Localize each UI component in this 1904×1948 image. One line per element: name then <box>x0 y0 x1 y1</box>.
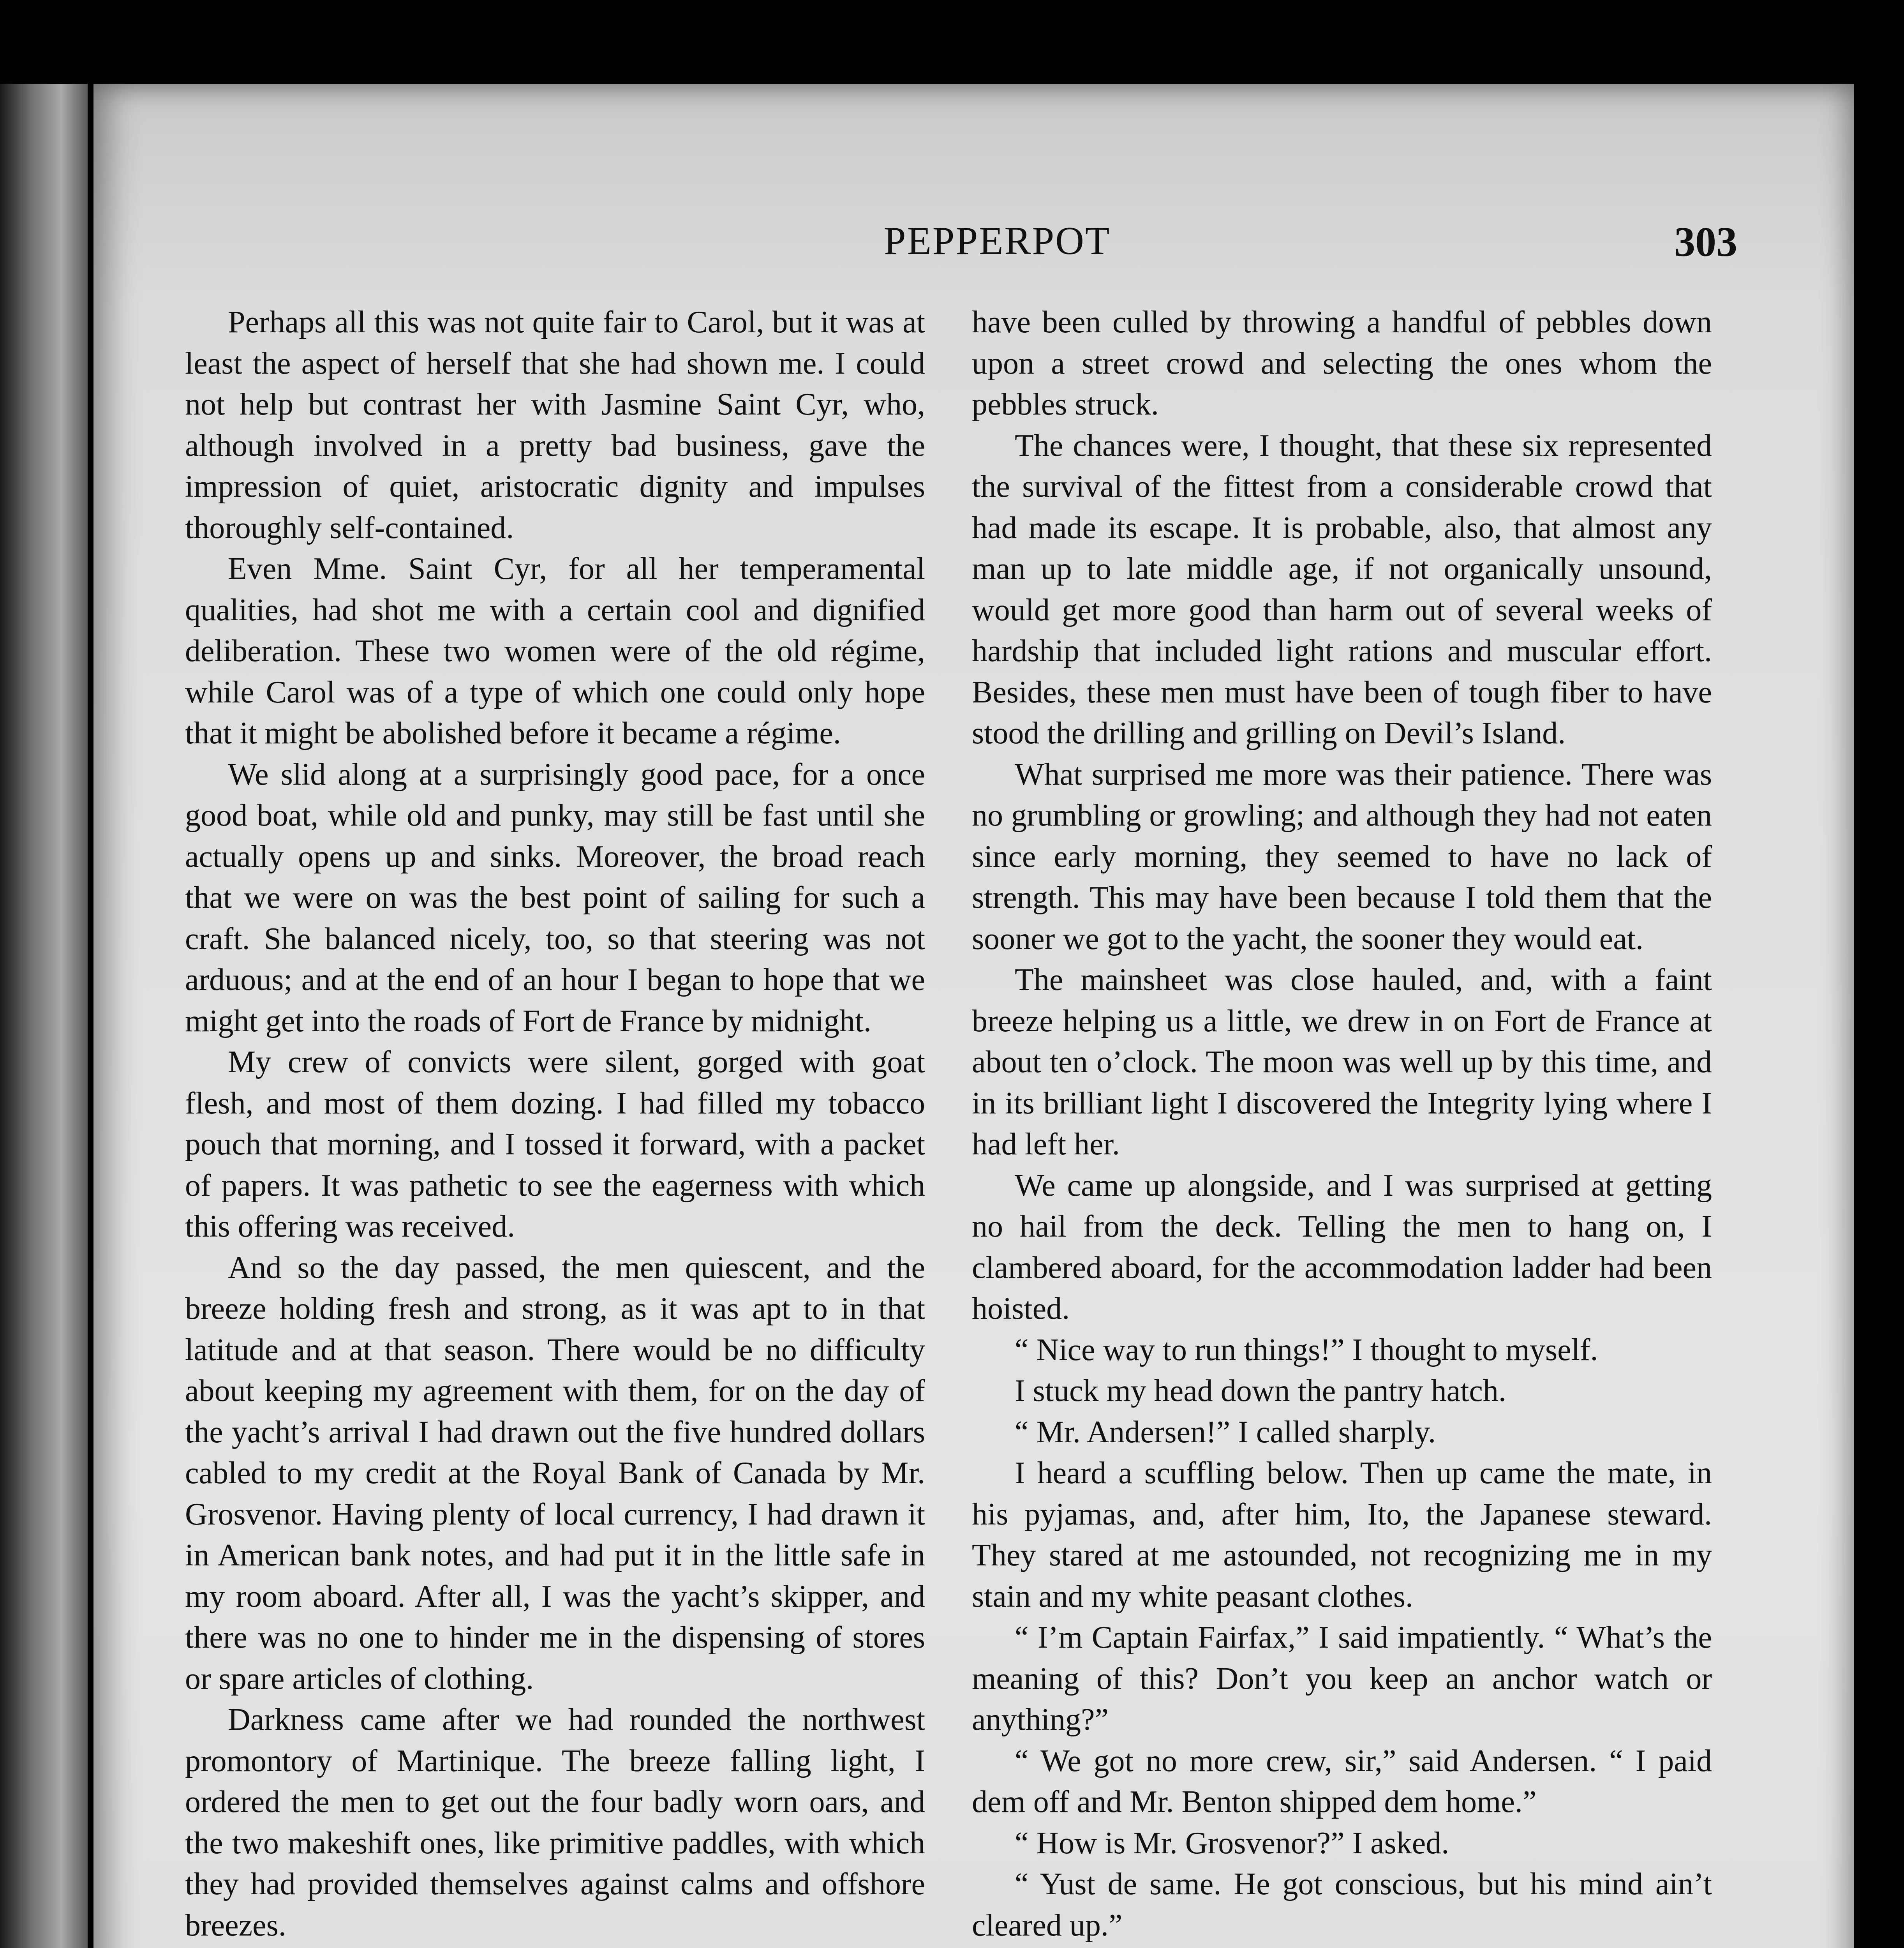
paragraph: I heard a scuffling below. Then up came the mate, in his pyjamas, and, after him, Ito, the Japanese steward. They stared at me astounded, not recognizing me in my stain and my white peasant clothes. <box>972 1456 1712 1614</box>
paragraph: Perhaps all this was not quite fair to Carol, but it was at least the aspect of herself that she had shown me. I could not help but contrast her with Jasmine Saint Cyr, who, although involved in a pretty bad business, gave the impression of quiet, aristocratic dignity and impulses thoroughly self-contained. <box>185 305 925 545</box>
paragraph: And so the day passed, the men quiescent, and the breeze holding fresh and strong, as it was apt to in that latitude and at that season. There would be no difficulty about keeping my agreement with them, for on the day of the yacht’s arrival I had drawn out the five hundred dollars cabled to my credit at the Royal Bank of Canada by Mr. Grosvenor. Having plenty of local currency, I had drawn it in American bank notes, and had put it in the little safe in my room aboard. After all, I was the yacht’s skipper, and there was no one to hinder me in the dispensing of stores or spare articles of clothing. <box>185 1250 925 1696</box>
paragraph: We slid along at a surprisingly good pace, for a once good boat, while old and punky, may still be fast until she actually opens up and sinks. Moreover, the broad reach that we were on was the best point of sailing for such a craft. She balanced nicely, too, so that steering was not arduous; and at the end of an hour I began to hope that we might get into the roads of Fort de France by midnight. <box>185 757 925 1038</box>
paragraph: What surprised me more was their patience. There was no grumbling or growling; and although they had not eaten since early morning, they seemed to have no lack of strength. This may have been because I told them that the sooner we got to the yacht, the sooner they would eat. <box>972 757 1712 956</box>
running-head-title: PEPPERPOT <box>883 219 1111 263</box>
left-text-column <box>185 302 925 1948</box>
paragraph: “ I’m Captain Fairfax,” I said impatiently. “ What’s the meaning of this? Don’t you keep an anchor watch or anything?” <box>972 1620 1712 1737</box>
paragraph: “ How is Mr. Grosvenor?” I asked. <box>1015 1826 1449 1860</box>
facing-page-edge <box>0 84 88 1948</box>
paragraph: “ Mr. Andersen!” I called sharply. <box>1015 1415 1436 1449</box>
paragraph: Even Mme. Saint Cyr, for all her temperamental qualities, had shot me with a certain cool and dignified deliberation. These two women were of the old régime, while Carol was of a type of which one could only hope that it might be abolished before it became a régime. <box>185 552 925 750</box>
right-text-column <box>972 302 1712 1948</box>
paragraph: The mainsheet was close hauled, and, with a faint breeze helping us a little, we drew in on Fort de France at about ten o’clock. The moon was well up by this time, and in its brilliant light I discovered the Integrity lying where I had left her. <box>972 963 1712 1161</box>
paragraph <box>185 1946 925 1948</box>
paragraph: My crew of convicts were silent, gorged with goat flesh, and most of them dozing. I had filled my tobacco pouch that morning, and I tossed it forward, with a packet of papers. It was pathetic to see the eagerness with which this offering was received. <box>185 1045 925 1244</box>
paragraph: We came up alongside, and I was surprised at getting no hail from the deck. Telling the men to hang on, I clambered aboard, for the accommodation ladder had been hoisted. <box>972 1168 1712 1326</box>
running-head <box>93 218 1854 273</box>
paragraph: I stuck my head down the pantry hatch. <box>1015 1374 1506 1408</box>
paragraph-continued: have been culled by throwing a handful of pebbles down upon a street crowd and selecting the ones whom the pebbles struck. <box>972 305 1712 422</box>
page-number: 303 <box>1674 219 1737 265</box>
book-page <box>93 84 1854 1948</box>
paragraph: Darkness came after we had rounded the northwest promontory of Martinique. The breeze falling light, I ordered the men to get out the four badly worn oars, and the two makeshift ones, like primitive paddles, with which they had provided themselves against calms and offshore breezes. <box>185 1703 925 1943</box>
paragraph: “ Nice way to run things!” I thought to myself. <box>1015 1332 1598 1367</box>
paragraph: The chances were, I thought, that these six represented the survival of the fittest from a considerable crowd that had made its escape. It is probable, also, that almost any man up to late middle age, if not organically unsound, would get more good than harm out of several weeks of hardship that included light rations and muscular effort. Besides, these men must have been of tough fiber to have stood the drilling and grilling on Devil’s Island. <box>972 428 1712 750</box>
paragraph <box>972 1946 1712 1948</box>
paragraph: “ Yust de same. He got conscious, but his mind ain’t cleared up.” <box>972 1867 1712 1943</box>
paragraph: “ We got no more crew, sir,” said Andersen. “ I paid dem off and Mr. Benton shipped dem home.” <box>972 1743 1712 1819</box>
